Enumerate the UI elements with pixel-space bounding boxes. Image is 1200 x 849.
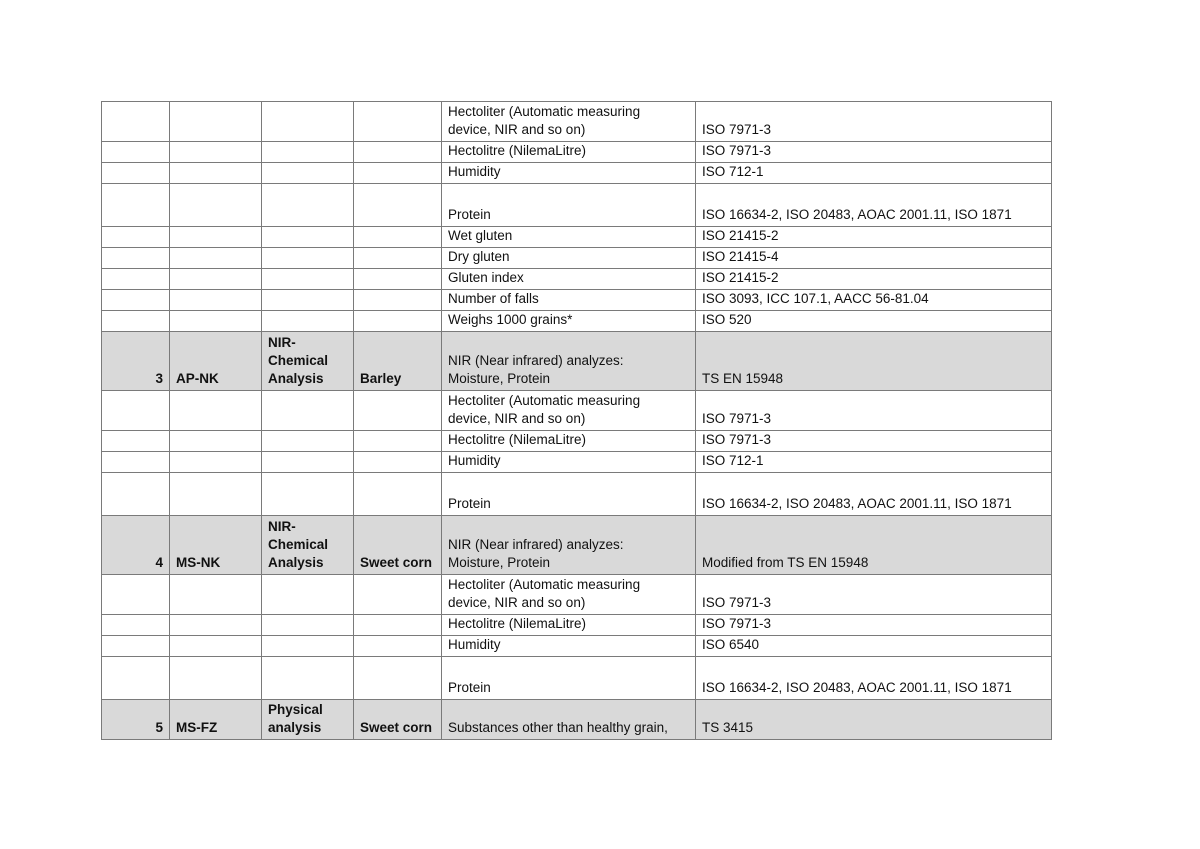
analysis-type-line: Chemical: [268, 353, 329, 368]
standard-cell: ISO 16634-2, ISO 20483, AOAC 2001.11, ISO 1871: [696, 184, 1052, 227]
table-row: [102, 248, 1052, 269]
row-number-cell: [102, 391, 170, 431]
row-number-cell: [102, 431, 170, 452]
table-row: [102, 636, 1052, 657]
test-line: device, NIR and so on): [448, 595, 586, 610]
test-line: Dry gluten: [448, 249, 510, 264]
standard-cell: ISO 21415-4: [696, 248, 1052, 269]
table-row: [102, 452, 1052, 473]
test-line: Humidity: [448, 453, 501, 468]
test-cell: [442, 636, 696, 657]
test-cell: [442, 516, 696, 575]
table-row: [102, 332, 1052, 391]
product-cell: [354, 290, 442, 311]
table-row: [102, 227, 1052, 248]
row-number-cell: [102, 142, 170, 163]
table-row: [102, 142, 1052, 163]
test-line: Number of falls: [448, 291, 539, 306]
test-line: Moisture, Protein: [448, 371, 551, 386]
table-row: [102, 575, 1052, 615]
table-row: [102, 311, 1052, 332]
analysis-type-line: NIR-: [268, 519, 296, 534]
test-cell: [442, 163, 696, 184]
table-row: [102, 184, 1052, 227]
standard-cell: ISO 7971-3: [696, 142, 1052, 163]
row-number-cell: [102, 227, 170, 248]
code-cell: [170, 657, 262, 700]
test-line: Protein: [448, 680, 491, 695]
standard-cell: ISO 21415-2: [696, 269, 1052, 290]
analysis-type-cell: [262, 657, 354, 700]
row-number-cell: [102, 657, 170, 700]
product-cell: [354, 248, 442, 269]
code-cell: [170, 452, 262, 473]
row-number-cell: [102, 163, 170, 184]
row-number-cell: [102, 102, 170, 142]
test-line: Hectolitre (NilemaLitre): [448, 616, 587, 631]
standard-cell: ISO 21415-2: [696, 227, 1052, 248]
test-line: Gluten index: [448, 270, 524, 285]
test-cell: [442, 391, 696, 431]
analysis-type-line: Analysis: [268, 371, 324, 386]
test-line: Protein: [448, 496, 491, 511]
code-cell: [170, 391, 262, 431]
test-line: Humidity: [448, 637, 501, 652]
standard-cell: ISO 712-1: [696, 452, 1052, 473]
product-cell: [354, 269, 442, 290]
analysis-type-cell: [262, 391, 354, 431]
code-cell: [170, 248, 262, 269]
analysis-type-cell: [262, 615, 354, 636]
standard-cell: Modified from TS EN 15948: [696, 516, 1052, 575]
standard-cell: ISO 16634-2, ISO 20483, AOAC 2001.11, ISO 1871: [696, 657, 1052, 700]
analysis-type-cell: [262, 184, 354, 227]
table-row: [102, 700, 1052, 740]
test-cell: [442, 615, 696, 636]
analysis-type-cell: [262, 431, 354, 452]
analysis-type-cell: [262, 332, 354, 391]
standard-cell: ISO 7971-3: [696, 102, 1052, 142]
table-row: [102, 163, 1052, 184]
row-number-cell: [102, 615, 170, 636]
table-row: [102, 615, 1052, 636]
test-line: Hectolitre (NilemaLitre): [448, 143, 587, 158]
test-line: device, NIR and so on): [448, 122, 586, 137]
analysis-type-cell: [262, 473, 354, 516]
analysis-type-cell: [262, 516, 354, 575]
row-number-cell: [102, 452, 170, 473]
row-number-cell: 5: [102, 700, 170, 740]
product-cell: [354, 163, 442, 184]
product-cell: [354, 391, 442, 431]
test-cell: [442, 431, 696, 452]
code-cell: MS-FZ: [170, 700, 262, 740]
test-line: Hectoliter (Automatic measuring: [448, 577, 641, 592]
test-cell: [442, 332, 696, 391]
product-cell: [354, 142, 442, 163]
test-cell: [442, 311, 696, 332]
code-cell: [170, 184, 262, 227]
table-row: [102, 431, 1052, 452]
analysis-type-cell: [262, 102, 354, 142]
row-number-cell: [102, 248, 170, 269]
analysis-type-line: Analysis: [268, 555, 324, 570]
table-row: [102, 657, 1052, 700]
analysis-type-cell: [262, 227, 354, 248]
test-cell: [442, 142, 696, 163]
product-cell: [354, 184, 442, 227]
table-row: [102, 516, 1052, 575]
test-line: Substances other than healthy grain,: [448, 720, 668, 735]
analysis-type-cell: [262, 700, 354, 740]
product-cell: Barley: [354, 332, 442, 391]
row-number-cell: [102, 311, 170, 332]
test-line: Protein: [448, 207, 491, 222]
test-cell: [442, 248, 696, 269]
code-cell: [170, 142, 262, 163]
row-number-cell: 3: [102, 332, 170, 391]
standard-cell: TS EN 15948: [696, 332, 1052, 391]
standard-cell: ISO 7971-3: [696, 431, 1052, 452]
test-cell: [442, 227, 696, 248]
analysis-type-line: Physical: [268, 702, 323, 717]
table-row: [102, 473, 1052, 516]
product-cell: [354, 431, 442, 452]
product-cell: [354, 473, 442, 516]
test-line: NIR (Near infrared) analyzes:: [448, 353, 624, 368]
table-row: [102, 391, 1052, 431]
test-cell: [442, 184, 696, 227]
test-cell: [442, 473, 696, 516]
analysis-type-line: Chemical: [268, 537, 329, 552]
code-cell: AP-NK: [170, 332, 262, 391]
test-line: Moisture, Protein: [448, 555, 551, 570]
table-row: [102, 290, 1052, 311]
test-line: Wet gluten: [448, 228, 513, 243]
row-number-cell: 4: [102, 516, 170, 575]
standard-cell: ISO 7971-3: [696, 615, 1052, 636]
row-number-cell: [102, 473, 170, 516]
product-cell: [354, 227, 442, 248]
row-number-cell: [102, 290, 170, 311]
product-cell: [354, 311, 442, 332]
analysis-type-line: NIR-: [268, 335, 296, 350]
row-number-cell: [102, 269, 170, 290]
analysis-type-cell: [262, 163, 354, 184]
test-cell: [442, 102, 696, 142]
analysis-type-line: analysis: [268, 720, 322, 735]
row-number-cell: [102, 184, 170, 227]
table-body: [102, 102, 1052, 740]
table-row: [102, 269, 1052, 290]
test-line: Humidity: [448, 164, 501, 179]
product-cell: [354, 615, 442, 636]
code-cell: [170, 163, 262, 184]
standard-cell: ISO 3093, ICC 107.1, AACC 56-81.04: [696, 290, 1052, 311]
code-cell: [170, 227, 262, 248]
analysis-type-cell: [262, 575, 354, 615]
product-cell: [354, 452, 442, 473]
test-line: Hectolitre (NilemaLitre): [448, 432, 587, 447]
product-cell: [354, 102, 442, 142]
standard-cell: ISO 16634-2, ISO 20483, AOAC 2001.11, ISO 1871: [696, 473, 1052, 516]
test-line: NIR (Near infrared) analyzes:: [448, 537, 624, 552]
test-line: Hectoliter (Automatic measuring: [448, 393, 641, 408]
code-cell: [170, 615, 262, 636]
analysis-type-cell: [262, 269, 354, 290]
code-cell: [170, 575, 262, 615]
analysis-type-cell: [262, 311, 354, 332]
test-line: Hectoliter (Automatic measuring: [448, 104, 641, 119]
test-cell: [442, 452, 696, 473]
product-cell: [354, 657, 442, 700]
code-cell: MS-NK: [170, 516, 262, 575]
analysis-methods-table: [101, 101, 1052, 740]
standard-cell: ISO 7971-3: [696, 391, 1052, 431]
product-cell: [354, 636, 442, 657]
test-cell: [442, 290, 696, 311]
code-cell: [170, 473, 262, 516]
standard-cell: ISO 520: [696, 311, 1052, 332]
code-cell: [170, 102, 262, 142]
standard-cell: TS 3415: [696, 700, 1052, 740]
test-cell: [442, 575, 696, 615]
code-cell: [170, 431, 262, 452]
standard-cell: ISO 712-1: [696, 163, 1052, 184]
test-cell: [442, 700, 696, 740]
test-cell: [442, 269, 696, 290]
code-cell: [170, 311, 262, 332]
product-cell: Sweet corn: [354, 700, 442, 740]
standard-cell: ISO 6540: [696, 636, 1052, 657]
test-cell: [442, 657, 696, 700]
row-number-cell: [102, 575, 170, 615]
product-cell: Sweet corn: [354, 516, 442, 575]
analysis-type-cell: [262, 142, 354, 163]
code-cell: [170, 269, 262, 290]
product-cell: [354, 575, 442, 615]
analysis-type-cell: [262, 636, 354, 657]
row-number-cell: [102, 636, 170, 657]
code-cell: [170, 636, 262, 657]
code-cell: [170, 290, 262, 311]
analysis-type-cell: [262, 248, 354, 269]
analysis-type-cell: [262, 452, 354, 473]
test-line: device, NIR and so on): [448, 411, 586, 426]
standard-cell: ISO 7971-3: [696, 575, 1052, 615]
table-row: [102, 102, 1052, 142]
test-line: Weighs 1000 grains*: [448, 312, 573, 327]
analysis-type-cell: [262, 290, 354, 311]
